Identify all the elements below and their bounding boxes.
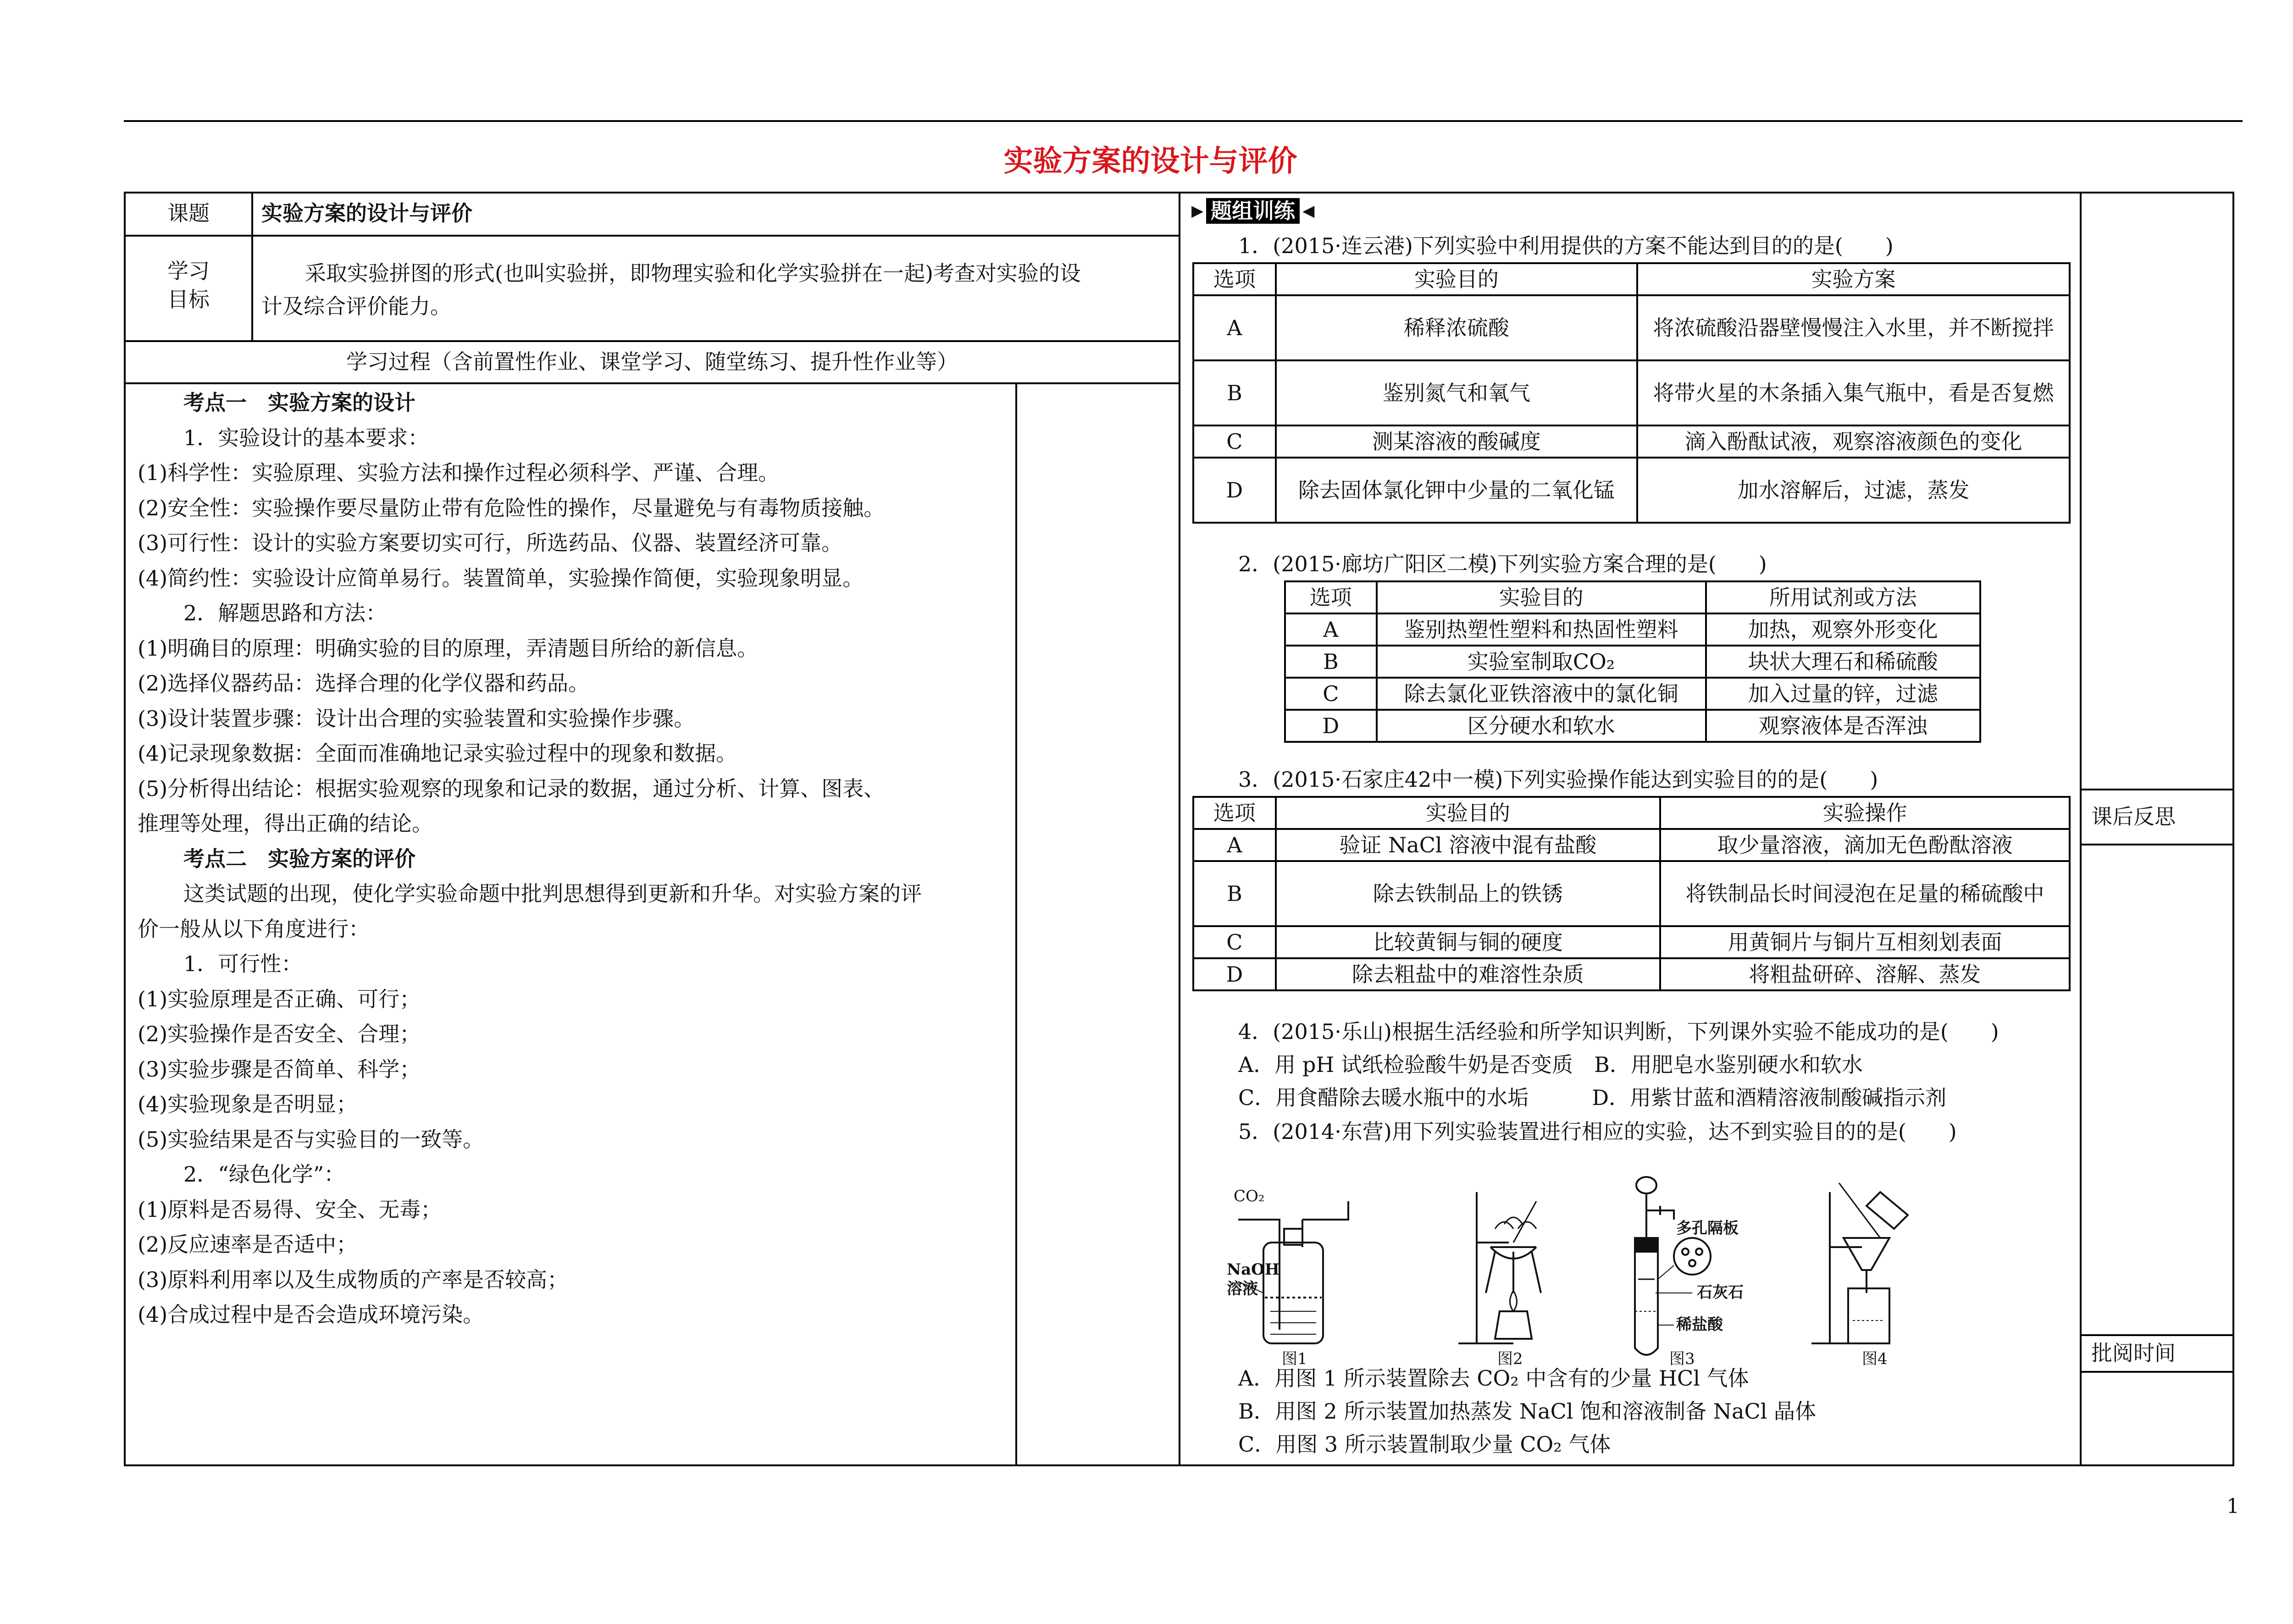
fig1-liquid-label: NaOH [1227,1260,1279,1279]
topic-value: 实验方案的设计与评价 [261,201,472,226]
table-cell: 将粗盐研碎、溶解、蒸发 [1660,958,2070,990]
q2-table [1284,580,1981,743]
grid-line [1179,192,1180,1466]
table-cell: 将浓硫酸沿器壁慢慢注入水里，并不断搅拌 [1637,295,2070,360]
fig-caption: 图1 [1282,1350,1307,1366]
table-header-cell: 选项 [1193,263,1276,295]
goal-label [126,257,251,314]
lesson-line: (1)科学性：实验原理、实验方法和操作过程必须科学、严谨、合理。 [138,460,780,485]
lesson-line: 考点一 实验方案的设计 [183,390,415,415]
q4-options-cd: C．用食醋除去暖水瓶中的水垢 D．用紫甘蓝和酒精溶液制酸碱指示剂 [1238,1085,1947,1110]
table-row [1193,458,2070,523]
table-row [1193,295,2070,360]
table-row [1193,861,2070,926]
lesson-line: (3)可行性：设计的实验方案要切实可行，所选药品、仪器、装置经济可靠。 [138,530,843,555]
lesson-line: 价一般从以下角度进行： [138,916,370,941]
table-header-cell: 实验目的 [1377,581,1706,613]
table-cell: 区分硬水和软水 [1377,710,1706,742]
table-row [1285,710,1980,742]
table-cell: 加入过量的锌，过滤 [1706,678,1980,710]
table-cell: D [1193,958,1276,990]
table-cell: C [1193,425,1276,458]
table-row [1285,613,1980,646]
fig1-liquid-label: 溶液 [1227,1280,1258,1298]
q5-option-b: B．用图 2 所示装置加热蒸发 NaCl 饱和溶液制备 NaCl 晶体 [1238,1399,1816,1424]
table-cell: 加热，观察外形变化 [1706,613,1980,646]
lesson-line: 推理等处理，得出正确的结论。 [138,811,433,836]
table-cell: A [1285,613,1377,646]
triangle-right-icon: ▶ [1191,202,1204,220]
table-header-row [1193,797,2070,829]
q1-table [1192,262,2071,524]
lesson-line: 2．“绿色化学”： [183,1162,345,1187]
table-cell: 除去铁制品上的铁锈 [1276,861,1660,926]
table-cell: B [1193,861,1276,926]
table-cell: B [1193,360,1276,425]
fig3-acid-label: 稀盐酸 [1676,1315,1723,1334]
goal-label-line: 学习 [167,259,210,283]
lesson-line: (4)合成过程中是否会造成环境污染。 [138,1302,484,1327]
grid-line [124,235,1179,237]
table-header-cell: 实验目的 [1276,263,1637,295]
table-row [1193,829,2070,861]
grid-line [2080,844,2234,845]
lesson-line: (3)设计装置步骤：设计出合理的实验装置和实验操作步骤。 [138,706,695,731]
table-cell: 将带火星的木条插入集气瓶中，看是否复燃 [1637,360,2070,425]
fig-caption: 图3 [1669,1350,1695,1366]
q5-option-c: C．用图 3 所示装置制取少量 CO₂ 气体 [1238,1432,1611,1457]
table-cell: 取少量溶液，滴加无色酚酞溶液 [1660,829,2070,861]
table-cell: 鉴别热塑性塑料和热固性塑料 [1377,613,1706,646]
lesson-line: (2)安全性：实验操作要尽量防止带有危险性的操作，尽量避免与有毒物质接触。 [138,495,885,520]
table-cell: 除去固体氯化钾中少量的二氧化锰 [1276,458,1637,523]
table-cell: 除去氯化亚铁溶液中的氯化铜 [1377,678,1706,710]
table-cell: C [1285,678,1377,710]
fig1-gas-label: CO₂ [1234,1187,1265,1205]
q2-stem: 2．(2015·廊坊广阳区二模)下列实验方案合理的是( ) [1238,552,1767,576]
lesson-line: (5)实验结果是否与实验目的一致等。 [138,1127,484,1152]
table-cell: 块状大理石和稀硫酸 [1706,646,1980,678]
table-cell: B [1285,646,1377,678]
goal-line: 计及综合评价能力。 [261,294,451,319]
left-lesson-content [138,385,1000,1332]
table-cell: D [1193,458,1276,523]
table-row [1285,678,1980,710]
table-row [1193,425,2070,458]
section-tag [1191,197,1314,225]
table-header-cell: 所用试剂或方法 [1706,581,1980,613]
goal-text [261,257,1174,323]
table-header-row [1285,581,1980,613]
table-row [1193,926,2070,958]
q1-stem: 1．(2015·连云港)下列实验中利用提供的方案不能达到目的的是( ) [1238,233,1894,258]
q3-table [1192,796,2071,991]
q3-stem: 3．(2015·石家庄42中一模)下列实验操作能达到实验目的的是( ) [1238,767,1878,792]
table-cell: 实验室制取CO₂ [1377,646,1706,678]
fig3-plate-label: 多孔隔板 [1676,1219,1739,1237]
grid-line [124,382,1179,384]
q5-apparatus-figure [1220,1174,1963,1366]
grid-line [2080,789,2234,790]
grid-line [2080,192,2082,1466]
table-header-row [1193,263,2070,295]
table-row [1285,646,1980,678]
lesson-line: (2)反应速率是否适中； [138,1232,358,1257]
table-row [1193,360,2070,425]
lesson-line: (5)分析得出结论：根据实验观察的现象和记录的数据，通过分析、计算、图表、 [138,776,885,801]
table-cell: C [1193,926,1276,958]
lesson-line: (3)原料利用率以及生成物质的产率是否较高； [138,1267,569,1292]
lesson-line: (2)选择仪器药品：选择合理的化学仪器和药品。 [138,671,590,696]
table-cell: 测某溶液的酸碱度 [1276,425,1637,458]
table-cell: 观察液体是否浑浊 [1706,710,1980,742]
table-cell: 鉴别氮气和氧气 [1276,360,1637,425]
table-cell: 稀释浓硫酸 [1276,295,1637,360]
goal-line: 采取实验拼图的形式(也叫实验拼，即物理实验和化学实验拼在一起)考查对实验的设 [305,261,1081,286]
table-cell: 滴入酚酞试液，观察溶液颜色的变化 [1637,425,2070,458]
table-cell: A [1193,295,1276,360]
grid-line [124,340,1179,342]
evaporation-setup-drawing [1458,1192,1541,1343]
page-title: 实验方案的设计与评价 [1003,144,1297,178]
grid-line [2080,1371,2234,1373]
triangle-left-icon: ◀ [1302,202,1315,220]
table-header-cell: 选项 [1285,581,1377,613]
q5-option-a: A．用图 1 所示装置除去 CO₂ 中含有的少量 HCl 气体 [1238,1366,1749,1391]
lesson-line: (4)记录现象数据：全面而准确地记录实验过程中的现象和数据。 [138,741,737,766]
goal-label-line: 目标 [167,287,210,312]
lesson-line: (1)原料是否易得、安全、无毒； [138,1197,442,1222]
lesson-line: 考点二 实验方案的评价 [183,846,415,871]
table-cell: 将铁制品长时间浸泡在足量的稀硫酸中 [1660,861,2070,926]
table-cell: 比较黄铜与铜的硬度 [1276,926,1660,958]
grid-line [2080,1334,2234,1336]
q4-options-ab: A．用 pH 试纸检验酸牛奶是否变质 B．用肥皂水鉴别硬水和软水 [1238,1052,1863,1077]
fig-caption: 图4 [1862,1350,1888,1366]
q4-stem: 4．(2015·乐山)根据生活经验和所学知识判断，下列课外实验不能成功的是( ) [1238,1019,1999,1044]
page-number: 1 [2227,1495,2239,1518]
section-tag-label: 题组训练 [1206,198,1300,224]
reflection-label: 课后反思 [2091,804,2176,829]
lesson-line: 1．实验设计的基本要求： [183,425,429,450]
table-cell: A [1193,829,1276,861]
fig3-stone-label: 石灰石 [1697,1283,1744,1302]
lesson-line: (1)明确目的原理：明确实验的目的原理，弄清题目所给的新信息。 [138,635,759,661]
review-time-label: 批阅时间 [2091,1341,2176,1365]
lesson-line: (3)实验步骤是否简单、科学； [138,1056,421,1082]
fig-caption: 图2 [1497,1350,1523,1366]
filtration-setup-drawing [1811,1183,1908,1343]
lesson-line: (2)实验操作是否安全、合理； [138,1022,421,1046]
table-header-cell: 选项 [1193,797,1276,829]
table-cell: 除去粗盐中的难溶性杂质 [1276,958,1660,990]
lesson-line: (1)实验原理是否正确、可行； [138,986,421,1011]
table-cell: D [1285,710,1377,742]
grid-line [1015,384,1017,1466]
table-header-cell: 实验目的 [1276,797,1660,829]
table-row [1193,958,2070,990]
table-header-cell: 实验操作 [1660,797,2070,829]
table-cell: 验证 NaCl 溶液中混有盐酸 [1276,829,1660,861]
table-cell: 用黄铜片与铜片互相刻划表面 [1660,926,2070,958]
header-rule [124,120,2243,122]
topic-label: 课题 [167,201,210,226]
lesson-line: 2．解题思路和方法： [183,601,387,625]
lesson-line: 这类试题的出现，使化学实验命题中批判思想得到更新和升华。对实验方案的评 [183,881,922,906]
process-label: 学习过程（含前置性作业、课堂学习、随堂练习、提升性作业等） [346,349,958,374]
table-cell: 加水溶解后，过滤，蒸发 [1637,458,2070,523]
grid-line [251,192,253,340]
q5-stem: 5．(2014·东营)用下列实验装置进行相应的实验，达不到实验目的的是( ) [1238,1119,1957,1144]
lesson-line: (4)简约性：实验设计应简单易行。装置简单，实验操作简便，实验现象明显。 [138,565,864,591]
lesson-line: (4)实验现象是否明显； [138,1092,358,1116]
table-header-cell: 实验方案 [1637,263,2070,295]
lesson-line: 1．可行性： [183,951,303,976]
